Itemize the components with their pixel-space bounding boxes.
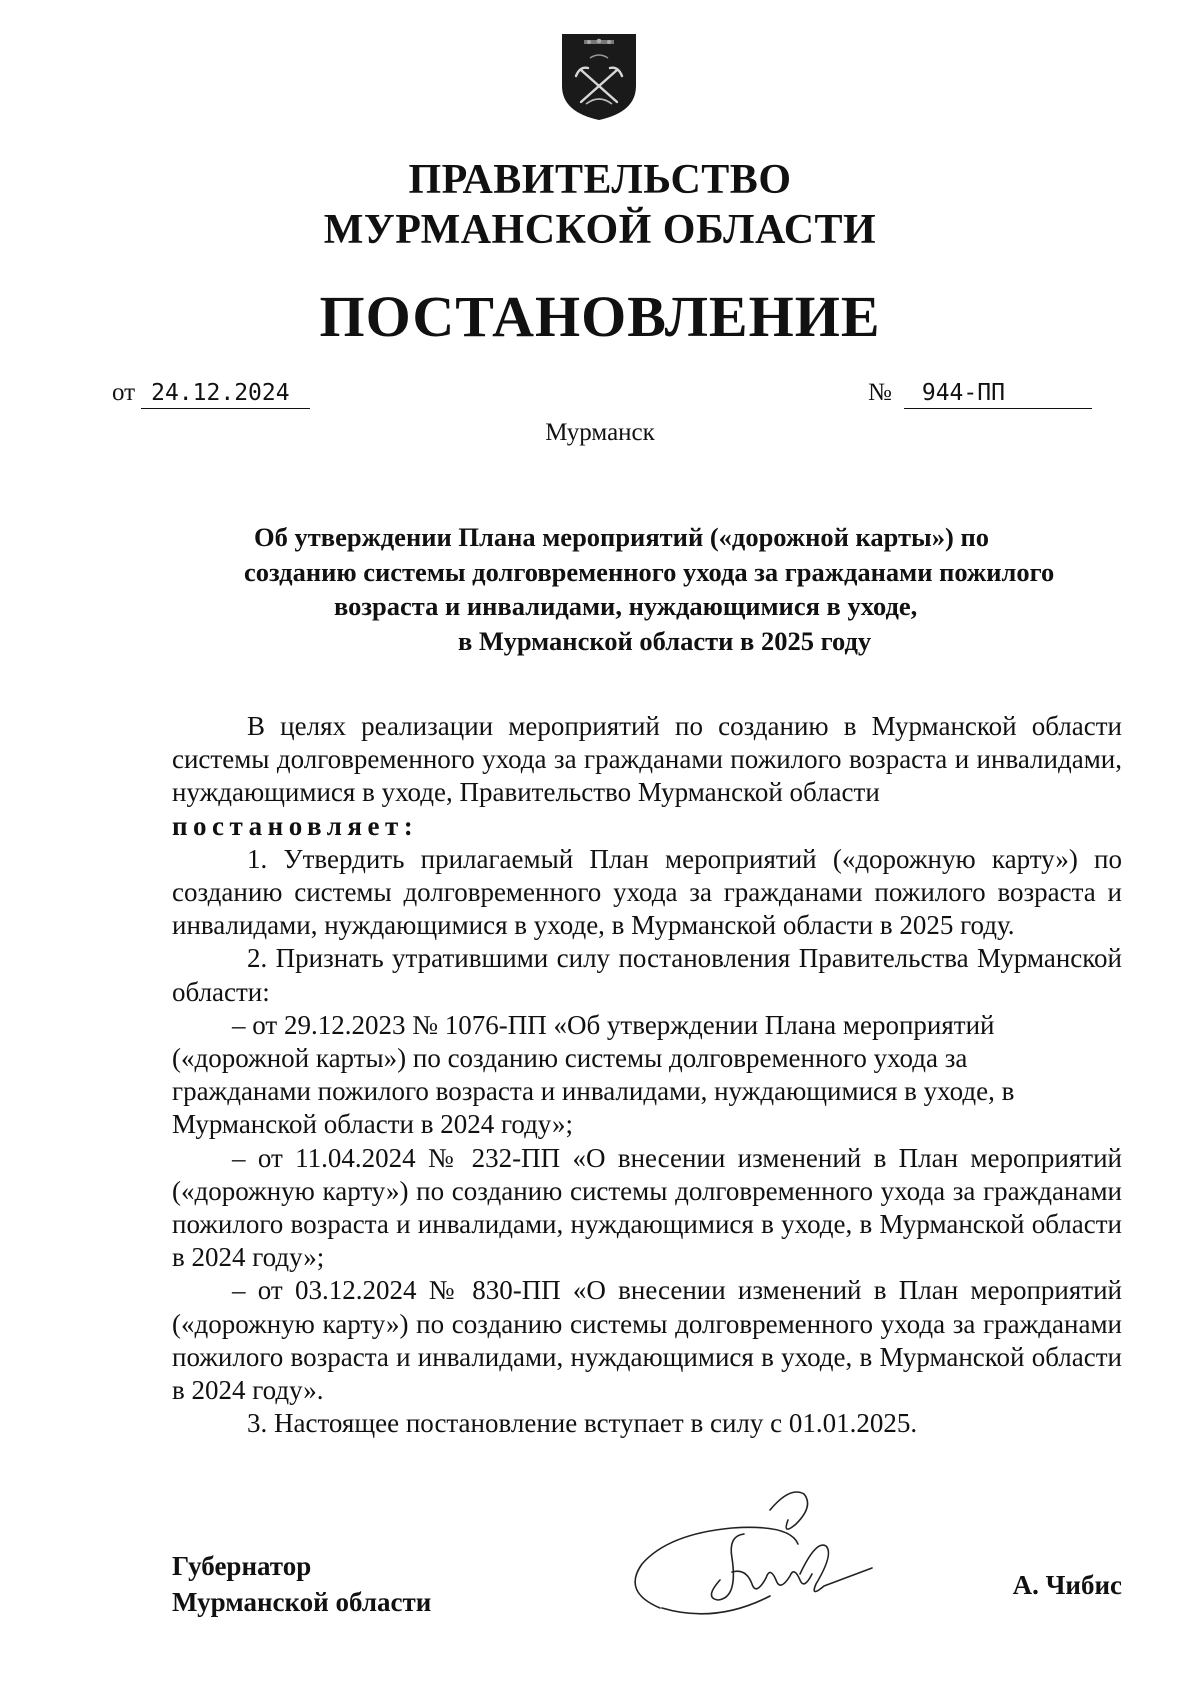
resolves-word: постановляет: [172, 810, 419, 841]
item-3-paragraph: 3. Настоящее постановление вступает в силу с 01.01.2025. [247, 1408, 918, 1439]
city-name: Мурманск [545, 419, 655, 446]
number-prefix: № [868, 379, 892, 406]
resolves-word-paragraph [172, 810, 1122, 843]
government-title [0, 155, 1200, 255]
preamble-paragraph: В целях реализации мероприятий по созданию в Мурманской области системы долговременного ухода за гражданами пожилого возраста и инвалидами, нуждающимися в уходе, Правительство Мурманской области [172, 711, 1122, 808]
government-title-line2: МУРМАНСКОЙ ОБЛАСТИ [323, 207, 877, 253]
item-2a-line1: – от 29.12.2023 № 1076-ПП «Об утверждении Плана мероприятий [232, 1009, 995, 1040]
date-prefix: от [112, 379, 136, 406]
item-2-paragraph: 2. Признать утратившими силу постановления Правительства Мурманской области: [172, 943, 1122, 1007]
government-title-line1: ПРАВИТЕЛЬСТВО [408, 157, 792, 203]
signatory-name: А. Чибис [1012, 1570, 1122, 1600]
item-1-paragraph: 1. Утвердить прилагаемый План мероприятий («дорожную карту») по созданию системы долговременного ухода за гражданами пожилого возраста и инвалидами, нуждающимися в уходе, в Мурманской области в 2025 году. [172, 843, 1122, 941]
item-2b-paragraph: – от 11.04.2024 № 232-ПП «О внесении изменений в План мероприятий («дорожную карту») по созданию системы долговременного ухода за гражданами пожилого возраста и инвалидами, нуждающимися в уходе, в Мурманской области в 2024 году»; [172, 1142, 1122, 1273]
document-body [172, 710, 1122, 1440]
subject-line1: Об утверждении Плана мероприятий («дорожной карты») по [254, 522, 989, 552]
item-2a-line4: Мурманской области в 2024 году»; [172, 1109, 573, 1140]
subject-line4: в Мурманской области в 2025 году [458, 625, 872, 656]
signatory-position-line2: Мурманской области [172, 1587, 432, 1617]
coat-of-arms-icon [556, 30, 642, 122]
handwritten-signature-icon [620, 1480, 890, 1630]
document-type-heading: ПОСТАНОВЛЕНИЕ [319, 284, 881, 349]
document-subject [170, 520, 1130, 658]
signatory-position [172, 1548, 431, 1620]
document-number: 944-ПП [904, 378, 1092, 409]
number-line [868, 378, 1092, 409]
document-date: 24.12.2024 [141, 378, 309, 409]
item-2a-line2: («дорожной карты») по созданию системы долговременного ухода за [172, 1043, 968, 1074]
date-line [112, 378, 310, 409]
item-2c-paragraph: – от 03.12.2024 № 830-ПП «О внесении изменений в План мероприятий («дорожную карту») по созданию системы долговременного ухода за гражданами пожилого возраста и инвалидами, нуждающимися в уходе, в Мурманской области в 2024 году». [172, 1275, 1122, 1406]
subject-line2: созданию системы долговременного ухода за гражданами пожилого [244, 556, 1055, 587]
signatory-position-line1: Губернатор [172, 1551, 312, 1581]
subject-line3: возраста и инвалидами, нуждающимися в уходе, [334, 591, 918, 621]
item-2a-line3: гражданами пожилого возраста и инвалидами, нуждающимися в уходе, в [172, 1076, 1015, 1107]
item-2a-paragraph [172, 1009, 1122, 1142]
